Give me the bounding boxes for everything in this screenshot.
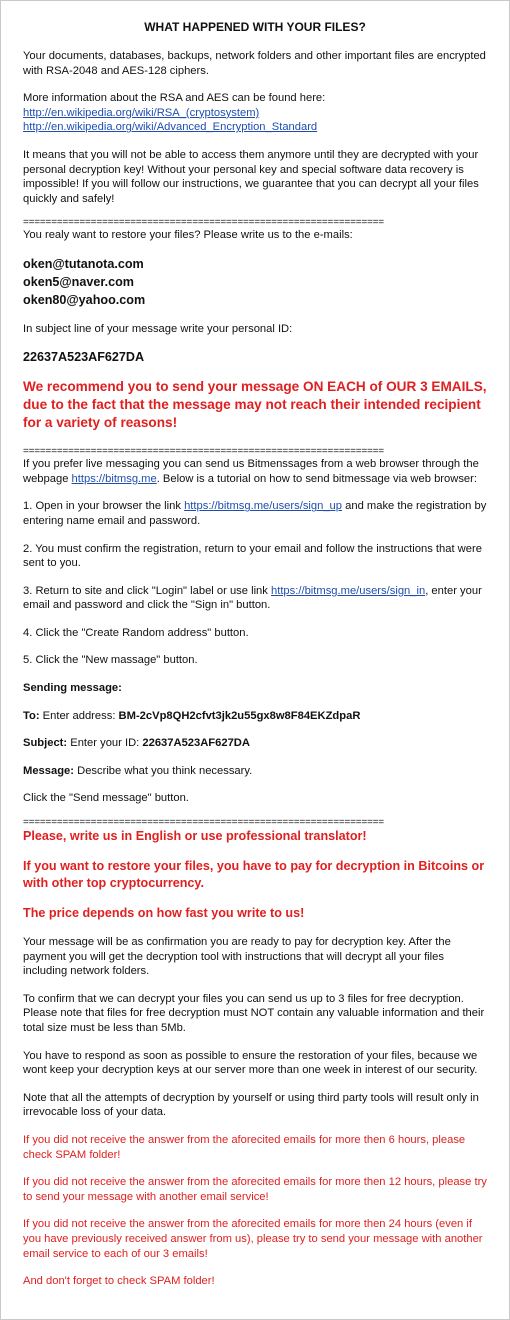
sending-message-heading: Sending message: bbox=[23, 682, 122, 695]
consequence-paragraph: It means that you will not be able to access them anymore until they are decrypted with your personal decryption key! Without your personal key and special software data recovery is impossible! If you will follow our instructions, we guarantee that you can decrypt all your files quickly and safely! bbox=[23, 148, 479, 205]
to-label: To: bbox=[23, 709, 40, 722]
to-line bbox=[23, 709, 487, 724]
live-messaging-text: If you prefer live messaging you can send us Bitmenssages from a web browser through the webpage bbox=[23, 458, 479, 485]
bitmessage-address: BM-2cVp8QH2cfvt3jk2u55gx8w8F84EKZdpaR bbox=[118, 709, 361, 722]
separator-line: ================================================================ bbox=[23, 818, 384, 829]
subject-line bbox=[23, 736, 487, 751]
email-address: oken@tutanota.com bbox=[23, 256, 144, 271]
live-messaging-paragraph bbox=[23, 457, 487, 486]
confirmation-paragraph: Your message will be as confirmation you are ready to pay for decryption key. After the payment you will get the decryption tool with instructions that will decrypt all your files including network folders. bbox=[23, 936, 451, 978]
aes-wikipedia-link[interactable]: http://en.wikipedia.org/wiki/Advanced_Encryption_Standard bbox=[23, 121, 318, 134]
recommend-warning: We recommend you to send your message ON EACH of OUR 3 EMAILS, due to the fact that the message may not reach their intended recipient for a variety of reasons! bbox=[23, 379, 487, 431]
subject-id: 22637A523AF627DA bbox=[142, 737, 250, 750]
step-3 bbox=[23, 584, 487, 613]
message-line bbox=[23, 764, 487, 779]
email-address: oken5@naver.com bbox=[23, 274, 134, 289]
attempts-paragraph: Note that all the attempts of decryption by yourself or using third party tools will result only in irrevocable loss of your data. bbox=[23, 1091, 479, 1119]
email-list bbox=[23, 255, 487, 309]
more-info-paragraph bbox=[23, 91, 487, 135]
separator-line: ================================================================ bbox=[23, 218, 384, 229]
page-title: WHAT HAPPENED WITH YOUR FILES? bbox=[144, 20, 366, 34]
payment-warning: If you want to restore your files, you have to pay for decryption in Bitcoins or with other top cryptocurrency. bbox=[23, 859, 485, 891]
notice-24-hours: If you did not receive the answer from the aforecited emails for more then 24 hours (even if you have previously received answer from us), please try to send your message with another email service to each of our 3 emails! bbox=[23, 1218, 483, 1260]
to-text: Enter address: bbox=[39, 709, 119, 722]
spam-folder-reminder: And don't forget to check SPAM folder! bbox=[23, 1275, 215, 1288]
intro-paragraph: Your documents, databases, backups, network folders and other important files are encrypted with RSA-2048 and AES-128 ciphers. bbox=[23, 50, 486, 77]
subject-prompt: In subject line of your message write your personal ID: bbox=[23, 322, 293, 335]
separator-line: ================================================================ bbox=[23, 447, 384, 458]
respond-paragraph: You have to respond as soon as possible to ensure the restoration of your files, because we wont keep your decryption keys at our server more than one week in interest of our security. bbox=[23, 1049, 478, 1077]
step-3-text: 3. Return to site and click "Login" label or use link bbox=[23, 584, 271, 597]
english-warning: Please, write us in English or use professional translator! bbox=[23, 829, 367, 844]
step-5: 5. Click the "New massage" button. bbox=[23, 654, 198, 667]
step-1-text-end: and make the registration by entering name email and password. bbox=[23, 500, 487, 527]
message-label: Message: bbox=[23, 764, 74, 777]
notice-12-hours: If you did not receive the answer from the aforecited emails for more then 12 hours, please try to send your message with another email service! bbox=[23, 1176, 487, 1203]
sending-message-label bbox=[23, 681, 487, 696]
step-3-text-end: , enter your email and password and click the "Sign in" button. bbox=[23, 584, 482, 612]
step-1 bbox=[23, 499, 487, 528]
subject-text: Enter your ID: bbox=[67, 737, 143, 750]
bitmsg-sign-in-link[interactable]: https://bitmsg.me/users/sign_in bbox=[270, 584, 426, 597]
email-address: oken80@yahoo.com bbox=[23, 292, 146, 307]
message-text: Describe what you think necessary. bbox=[74, 764, 253, 777]
bitmsg-link[interactable]: https://bitmsg.me bbox=[71, 472, 157, 485]
step-4: 4. Click the "Create Random address" button. bbox=[23, 626, 249, 639]
live-messaging-text-end: . Below is a tutorial on how to send bitmessage via web browser: bbox=[156, 472, 477, 485]
click-send-instruction: Click the "Send message" button. bbox=[23, 792, 189, 805]
more-info-text: More information about the RSA and AES can be found here: bbox=[23, 92, 326, 105]
step-1-text: 1. Open in your browser the link bbox=[23, 500, 185, 513]
free-files-paragraph: To confirm that we can decrypt your files you can send us up to 3 files for free decryption. Please note that files for free decryption must NOT contain any valuable information and their total size must be less than 5Mb. bbox=[23, 992, 485, 1034]
bitmsg-sign-up-link[interactable]: https://bitmsg.me/users/sign_up bbox=[184, 500, 343, 513]
restore-prompt: You realy want to restore your files? Please write us to the e-mails: bbox=[23, 229, 353, 242]
step-2: 2. You must confirm the registration, return to your email and follow the instructions that were sent to you. bbox=[23, 542, 482, 570]
personal-id: 22637A523AF627DA bbox=[23, 349, 145, 364]
price-warning: The price depends on how fast you write to us! bbox=[23, 906, 305, 921]
subject-label: Subject: bbox=[23, 737, 68, 750]
rsa-wikipedia-link[interactable]: http://en.wikipedia.org/wiki/RSA_(cryptosystem) bbox=[23, 106, 260, 119]
notice-6-hours: If you did not receive the answer from the aforecited emails for more then 6 hours, please check SPAM folder! bbox=[23, 1133, 466, 1161]
